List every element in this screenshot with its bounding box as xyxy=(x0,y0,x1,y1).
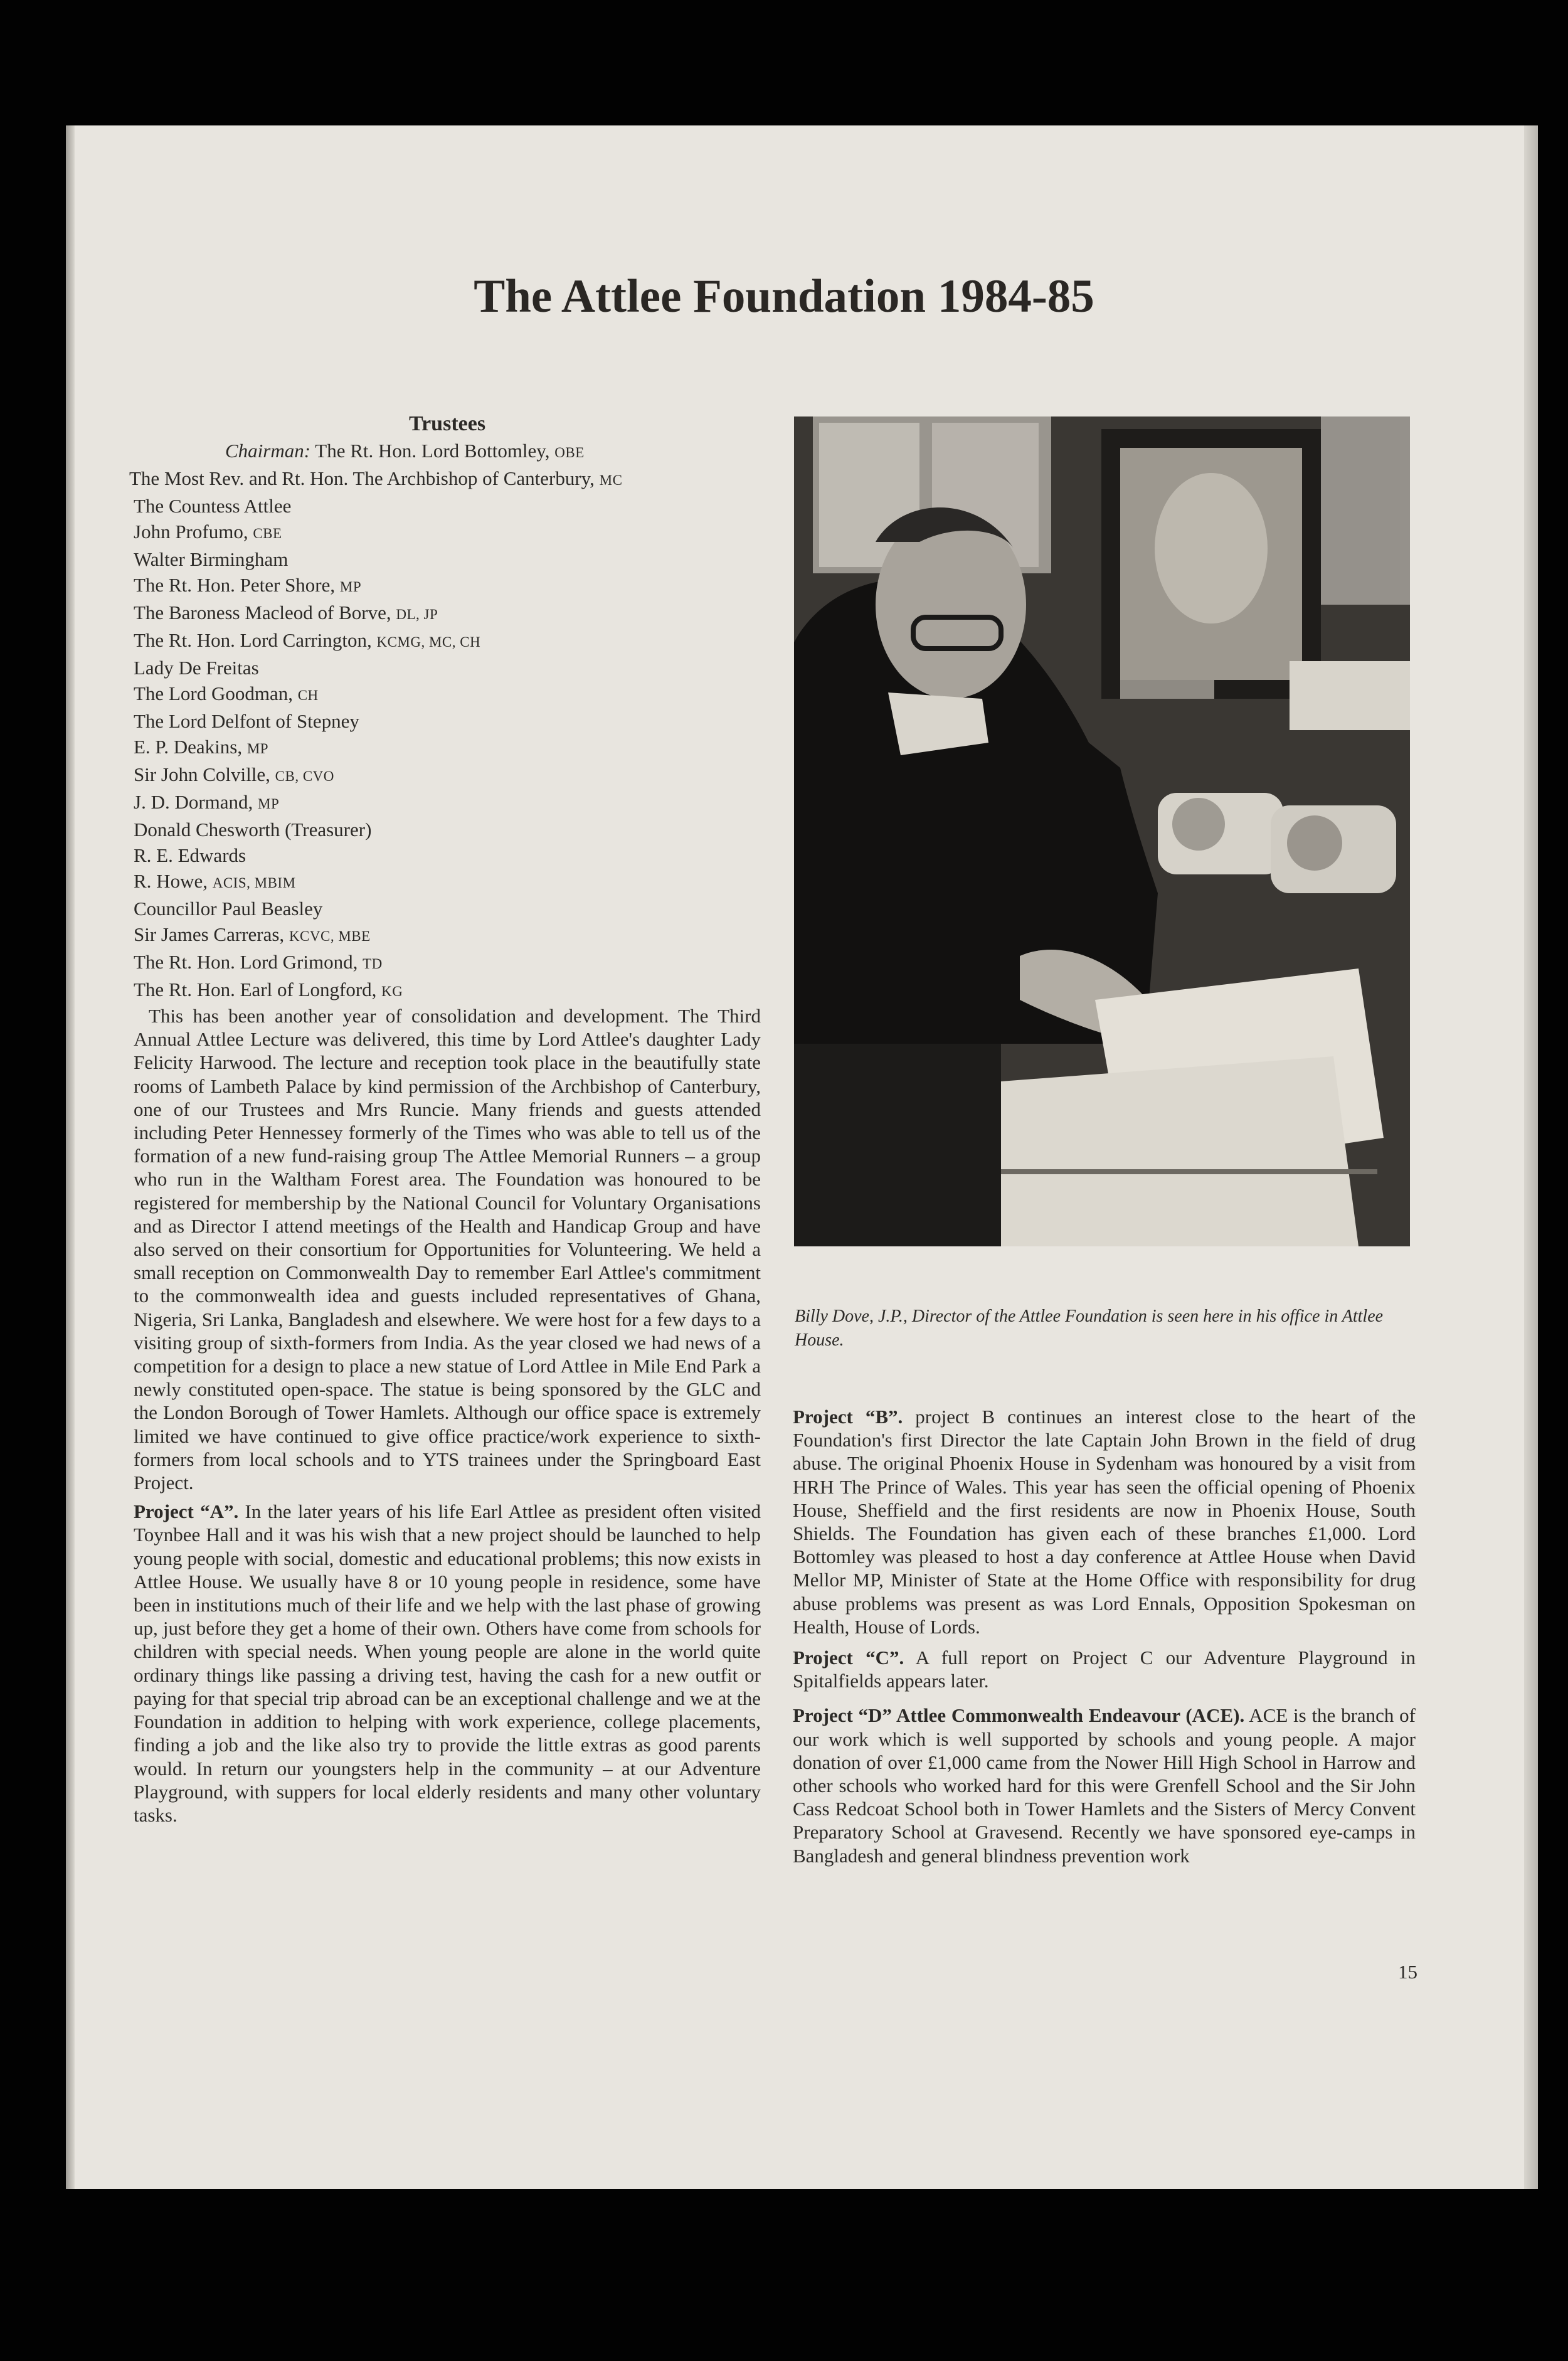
trustee-item xyxy=(134,546,761,572)
page-gutter xyxy=(66,125,75,2189)
trustee-chairman xyxy=(134,438,761,465)
trustee-honours: DL, JP xyxy=(396,607,438,622)
trustee-honours: MC xyxy=(599,472,623,488)
trustee-name: J. D. Dormand, xyxy=(134,791,253,813)
project-a-paragraph xyxy=(134,1500,761,1827)
trustee-item xyxy=(134,572,761,600)
project-b-heading: Project “B”. xyxy=(793,1406,903,1428)
trustee-name: The Countess Attlee xyxy=(134,495,292,517)
trustee-name: John Profumo, xyxy=(134,521,248,543)
trustees-heading: Trustees xyxy=(408,412,486,435)
trustee-name: Walter Birmingham xyxy=(134,548,289,570)
trustees-list xyxy=(129,438,761,1004)
project-b-paragraph xyxy=(793,1405,1416,1638)
trustee-item xyxy=(134,708,761,734)
left-column xyxy=(129,412,761,1827)
trustee-item xyxy=(134,977,761,1004)
trustee-name: The Lord Delfont of Stepney xyxy=(134,710,359,732)
trustee-name: Councillor Paul Beasley xyxy=(134,898,323,920)
trustee-name: The Most Rev. and Rt. Hon. The Archbishop of Canterbury, xyxy=(129,467,595,489)
trustee-item xyxy=(134,896,761,921)
photo-caption: Billy Dove, J.P., Director of the Attlee Foundation is seen here in his office in Attlee House. xyxy=(795,1307,1384,1350)
trustee-name: Lady De Freitas xyxy=(134,657,259,679)
trustee-honours: KG xyxy=(381,984,403,999)
project-d-paragraph xyxy=(793,1704,1416,1867)
right-column xyxy=(793,1405,1416,1875)
trustee-name: Donald Chesworth (Treasurer) xyxy=(134,819,372,841)
trustee-name: E. P. Deakins, xyxy=(134,736,243,758)
trustee-name: R. E. Edwards xyxy=(134,844,246,866)
intro-paragraph: This has been another year of consolidation and development. The Third Annual Attlee Lecture was delivered, this time by Lord Attlee's daughter Lady Felicity Harwood. The lecture and reception took place in the beautifully state rooms of Lambeth Palace by kind permission of the Archbishop of Canterbury, one of our Trustees and Mrs Runcie. Many friends and guests attended including Peter Hennessey formerly of the Times who was able to tell us of the formation of a new fund-raising group The Attlee Memorial Runners – a group who run in the Waltham Forest area. The Foundation was honoured to be registered for membership by the National Council for Voluntary Organisations and as Director I attend meetings of the Health and Handicap Group and have also served on their consortium for Opportunities for Volunteering. We held a small reception on Commonwealth Day to remember Earl Attlee's commitment to the commonwealth idea and guests included representatives of Ghana, Nigeria, Sri Lanka, Bangladesh and elsewhere. We were host for a few days to a visiting group of sixth-formers from India. As the year closed we had news of a competition for a design to place a new statue of Lord Attlee in Mile End Park a newly constituted open-space. The statue is being sponsored by the GLC and the London Borough of Tower Hamlets. Although our office space is extremely limited we have continued to give office practice/work experience to sixth-formers from local schools and to YTS trainees under the Springboard East Project. xyxy=(134,1005,761,1494)
project-a-text: In the later years of his life Earl Attlee as president often visited Toynbee Hall and it was his wish that a new project should be launched to help young people with social, domestic and educational problems; this now exists in Attlee House. We usually have 8 or 10 young people in residence, some have been in institutions much of their life and we help with the last phase of growing up, just before they get a home of their own. Others have come from schools for children with special needs. When young people are alone in the world quite ordinary things like passing a driving test, having the cash for a new outfit or paying for that special trip abroad can be an exceptional challenge and we at the Foundation in addition to helping with work experience, college placements, finding a job and the like also try to provide the little extras as good parents would. In return our youngsters help in the community – at our Adventure Playground, with suppers for local elderly residents and many other voluntary tasks. xyxy=(134,1500,761,1826)
chairman-label: Chairman: xyxy=(225,440,311,462)
trustee-honours: CBE xyxy=(253,526,282,541)
trustee-honours: MP xyxy=(246,741,269,756)
project-d-heading: Project “D” Attlee Commonwealth Endeavour (ACE). xyxy=(793,1704,1245,1727)
photo-illustration xyxy=(794,416,1410,1246)
project-d-text: ACE is the branch of our work which is well supported by schools and young people. A major donation of over £1,000 came from the Nower Hill High School in Harrow and other schools who worked hard for this were Grenfell School and the Sir John Cass Redcoat School both in Tower Hamlets and the Sisters of Mercy Convent Preparatory School at Gravesend. Recently we have sponsored eye-camps in Bangladesh and general blindness prevention work xyxy=(793,1704,1416,1867)
trustee-honours: CH xyxy=(297,687,319,703)
trustee-item xyxy=(134,921,761,949)
trustee-honours: MP xyxy=(258,796,280,812)
chairman-name: The Rt. Hon. Lord Bottomley, xyxy=(315,440,550,462)
trustee-item xyxy=(134,842,761,868)
trustee-item xyxy=(134,761,761,789)
trustee-name: The Lord Goodman, xyxy=(134,682,293,704)
trustee-item xyxy=(134,519,761,546)
trustee-item xyxy=(134,655,761,681)
trustee-item xyxy=(134,600,761,627)
trustee-name: The Rt. Hon. Earl of Longford, xyxy=(134,979,377,1000)
trustee-honours: KCVC, MBE xyxy=(289,928,371,944)
trustee-honours: CB, CVO xyxy=(275,768,334,784)
trustee-item xyxy=(134,493,761,519)
trustee-item xyxy=(129,465,761,493)
trustee-name: The Rt. Hon. Peter Shore, xyxy=(134,574,336,596)
trustee-item xyxy=(134,949,761,977)
trustee-honours: MP xyxy=(339,579,362,595)
trustee-name: Sir James Carreras, xyxy=(134,923,285,945)
trustee-name: Sir John Colville, xyxy=(134,763,270,785)
trustee-name: R. Howe, xyxy=(134,870,208,892)
trustee-item xyxy=(134,734,761,761)
trustee-item xyxy=(134,817,761,842)
trustee-honours: ACIS, MBIM xyxy=(212,875,296,891)
page-edge xyxy=(1524,125,1538,2189)
project-c-heading: Project “C”. xyxy=(793,1647,904,1669)
trustee-item xyxy=(134,789,761,817)
project-c-text: A full report on Project C our Adventure Playground in Spitalfields appears later. xyxy=(793,1647,1416,1692)
project-c-paragraph xyxy=(793,1646,1416,1692)
trustee-honours: TD xyxy=(363,956,383,972)
trustee-name: The Rt. Hon. Lord Grimond, xyxy=(134,951,358,973)
page-number: 15 xyxy=(1398,1961,1417,1983)
page-title: The Attlee Foundation 1984-85 xyxy=(474,270,1094,322)
director-photo xyxy=(794,416,1410,1246)
trustee-item xyxy=(134,681,761,708)
trustee-name: The Baroness Macleod of Borve, xyxy=(134,602,391,623)
project-b-text: project B continues an interest close to the heart of the Foundation's first Director the late Captain John Brown in the field of drug abuse. The original Phoenix House in Sydenham was honoured by a visit from HRH The Prince of Wales. This year has seen the official opening of Phoenix House, Sheffield and the first residents are now in Phoenix House, South Shields. The Foundation has given each of these branches £1,000. Lord Bottomley was pleased to host a day conference at Attlee House when David Mellor MP, Minister of State at the Home Office with responsibility for drug abuse problems was present as was Lord Ennals, Opposition Spokesman on Health, House of Lords. xyxy=(793,1406,1416,1638)
project-a-heading: Project “A”. xyxy=(134,1500,239,1523)
chairman-honours: OBE xyxy=(554,445,585,460)
trustee-honours: KCMG, MC, CH xyxy=(376,634,481,650)
trustee-item xyxy=(134,627,761,655)
trustee-name: The Rt. Hon. Lord Carrington, xyxy=(134,629,372,651)
trustee-item xyxy=(134,868,761,896)
